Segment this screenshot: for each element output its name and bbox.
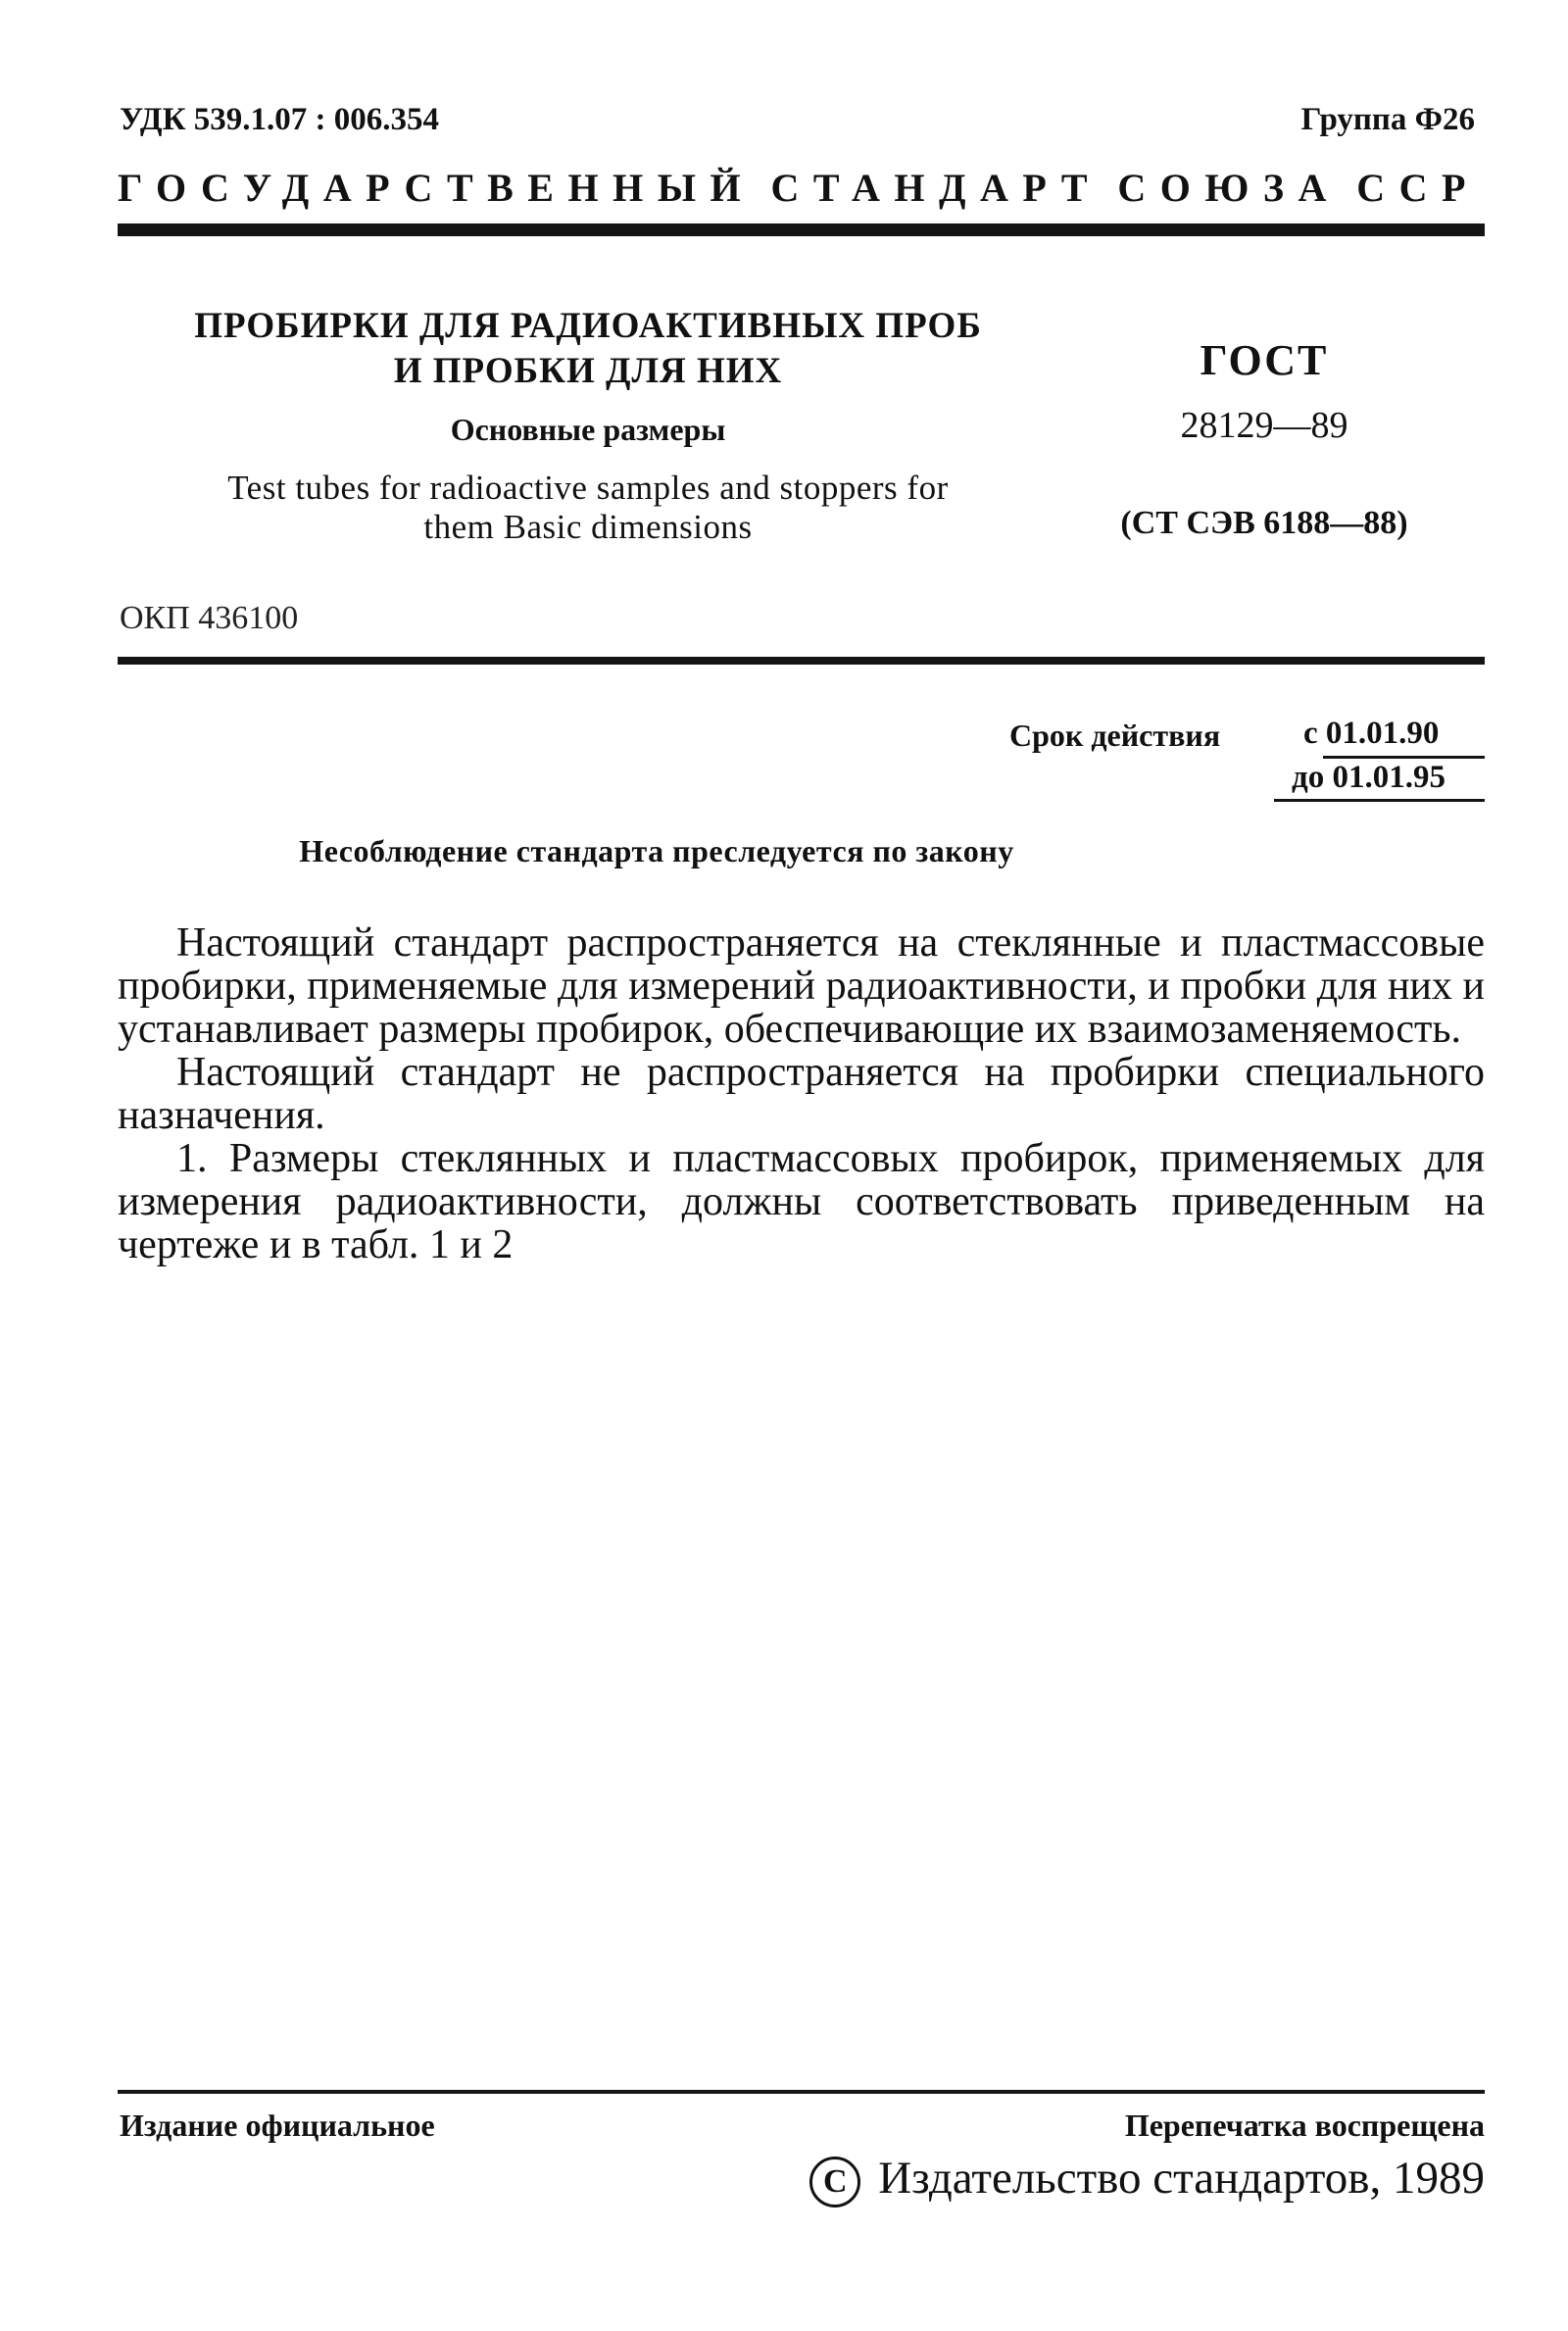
copyright-text: Издательство стандартов, 1989 — [878, 2153, 1485, 2204]
body-paragraph: Настоящий стандарт распространяется на стеклянные и пластмассовые пробирки, применяемые для измерений радиоактивности, и пробки для них и устанавливает размеры пробирок, обеспечивающие их взаимозаменяемость. — [118, 920, 1485, 1052]
title-ru-line: ПРОБИРКИ ДЛЯ РАДИОАКТИВНЫХ ПРОБ — [194, 306, 982, 346]
title-en-line: Test tubes for radioactive samples and stoppers for — [227, 469, 949, 507]
standard-heading-word: СОЮЗА — [1117, 166, 1341, 210]
copyright-line — [809, 2152, 1485, 2207]
gost-label: ГОСТ — [1200, 336, 1329, 384]
edition-note: Издание официальное — [120, 2108, 435, 2143]
gost-number: 28129—89 — [1180, 405, 1348, 446]
title-bottom-rule — [118, 657, 1485, 665]
title-en-line: them Basic dimensions — [423, 508, 753, 546]
st-sev-reference: (СТ СЭВ 6188—88) — [1120, 505, 1408, 541]
validity-to: до 01.01.95 — [1292, 760, 1446, 795]
okp-code: ОКП 436100 — [120, 600, 299, 636]
title-ru-line: И ПРОБКИ ДЛЯ НИХ — [393, 351, 783, 391]
standard-heading — [118, 165, 1480, 211]
header-thick-rule — [118, 223, 1485, 236]
standard-heading-word: СТАНДАРТ — [770, 166, 1102, 210]
document-subtitle: Основные размеры — [450, 412, 726, 447]
footer-rule — [118, 2090, 1485, 2094]
body-paragraph: 1. Размеры стеклянных и пластмассовых пробирок, применяемых для измерения радиоактивности, должны соответствовать приведенным на чертеже и в табл. 1 и 2 — [118, 1136, 1485, 1267]
validity-label: Срок действия — [1009, 718, 1221, 753]
reprint-note: Перепечатка воспрещена — [1124, 2108, 1485, 2143]
validity-from-underline — [1323, 756, 1485, 759]
legal-warning: Несоблюдение стандарта преследуется по закону — [299, 833, 1014, 868]
udk-code: УДК 539.1.07 : 006.354 — [120, 102, 440, 137]
body-paragraph: Настоящий стандарт не распространяется на пробирки специального назначения. — [118, 1050, 1485, 1138]
validity-to-underline — [1274, 799, 1485, 802]
copyright-icon: C — [809, 2157, 860, 2207]
group-code: Группа Ф26 — [1300, 102, 1475, 137]
body-text — [118, 921, 1485, 1266]
document-title-en — [137, 469, 1039, 547]
standard-heading-word: ССР — [1356, 166, 1480, 210]
validity-from: с 01.01.90 — [1303, 716, 1440, 751]
document-title-ru — [167, 304, 1009, 394]
standard-heading-word: ГОСУДАРСТВЕННЫЙ — [118, 166, 756, 210]
